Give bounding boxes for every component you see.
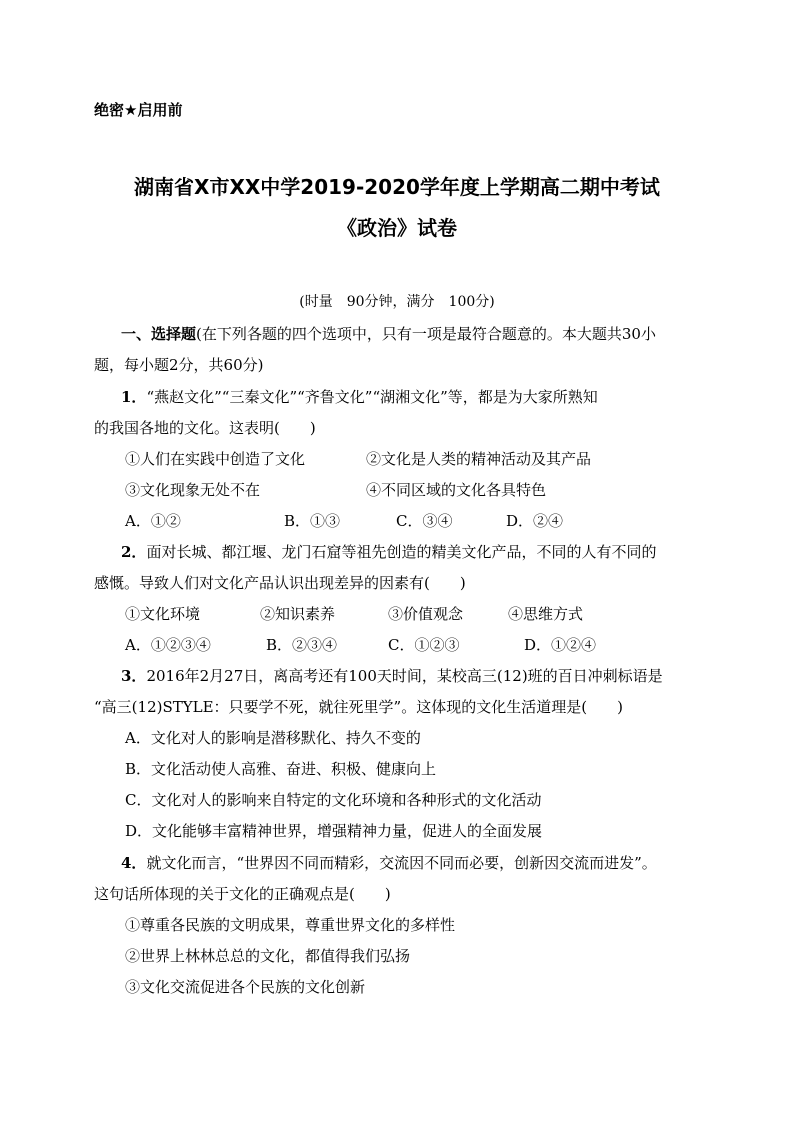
choice-c: C．③④ xyxy=(396,512,453,530)
section-heading: 一、选择题 xyxy=(121,325,197,343)
question-number: 2． xyxy=(121,543,147,561)
question-number: 3． xyxy=(121,667,147,685)
choice-a: A．①②③④ xyxy=(125,636,211,654)
statement-4: ④不同区域的文化各具特色 xyxy=(366,481,547,499)
statement-4: ④思维方式 xyxy=(508,605,584,623)
choice-d: D．②④ xyxy=(506,512,564,530)
question-number: 4． xyxy=(121,854,147,872)
time-and-score: (时量 90分钟，满分 100分) xyxy=(299,294,495,310)
choice-c: C．①②③ xyxy=(388,636,460,654)
statement-1: ①文化环境 xyxy=(125,605,201,623)
section-intro-line2: 题，每小题2分，共60分) xyxy=(94,356,264,374)
choice-a: A．文化对人的影响是潜移默化、持久不变的 xyxy=(125,729,421,747)
question-1-line1: 1．“燕赵文化”“三秦文化”“齐鲁文化”“湖湘文化”等，都是为大家所熟知 xyxy=(121,388,598,406)
question-2-line2: 感慨。导致人们对文化产品认识出现差异的因素有( ) xyxy=(94,574,466,592)
choice-d: D．①②④ xyxy=(524,636,597,654)
question-3-line2: “高三(12)STYLE：只要学不死，就往死里学”。这体现的文化生活道理是( ) xyxy=(94,698,623,716)
choice-b: B．①③ xyxy=(284,512,341,530)
question-number: 1． xyxy=(121,388,147,406)
question-4-line1: 4．就文化而言，“世界因不同而精彩，交流因不同而必要，创新因交流而进发”。 xyxy=(121,854,657,872)
exam-subject: 《政治》试卷 xyxy=(337,216,457,240)
choice-c: C．文化对人的影响来自特定的文化环境和各种形式的文化活动 xyxy=(125,791,542,809)
statement-2: ②世界上林林总总的文化，都值得我们弘扬 xyxy=(125,947,411,965)
statement-1: ①尊重各民族的文明成果，尊重世界文化的多样性 xyxy=(125,916,456,934)
question-4-line2: 这句话所体现的关于文化的正确观点是( ) xyxy=(94,885,391,903)
choice-b: B．②③④ xyxy=(266,636,338,654)
question-2-line1: 2．面对长城、都江堰、龙门石窟等祖先创造的精美文化产品，不同的人有不同的 xyxy=(121,543,657,561)
question-3-line1: 3．2016年2月27日，离高考还有100天时间，某校高三(12)班的百日冲刺标语是 xyxy=(121,667,663,685)
statement-1: ①人们在实践中创造了文化 xyxy=(125,450,306,468)
choice-d: D．文化能够丰富精神世界，增强精神力量，促进人的全面发展 xyxy=(125,822,543,840)
choice-b: B．文化活动使人高雅、奋进、积极、健康向上 xyxy=(125,760,437,778)
choice-a: A．①② xyxy=(125,512,181,530)
statement-3: ③价值观念 xyxy=(388,605,464,623)
statement-2: ②知识素养 xyxy=(260,605,336,623)
statement-3: ③文化现象无处不在 xyxy=(125,481,261,499)
section-intro-line1: 一、选择题(在下列各题的四个选项中，只有一项是最符合题意的。本大题共30小 xyxy=(121,325,656,343)
confidential-label: 绝密★启用前 xyxy=(94,101,183,119)
exam-title: 湖南省X市XX中学2019-2020学年度上学期高二期中考试 xyxy=(134,175,660,199)
statement-3: ③文化交流促进各个民族的文化创新 xyxy=(125,978,366,996)
question-1-line2: 的我国各地的文化。这表明( ) xyxy=(94,419,316,437)
statement-2: ②文化是人类的精神活动及其产品 xyxy=(366,450,592,468)
